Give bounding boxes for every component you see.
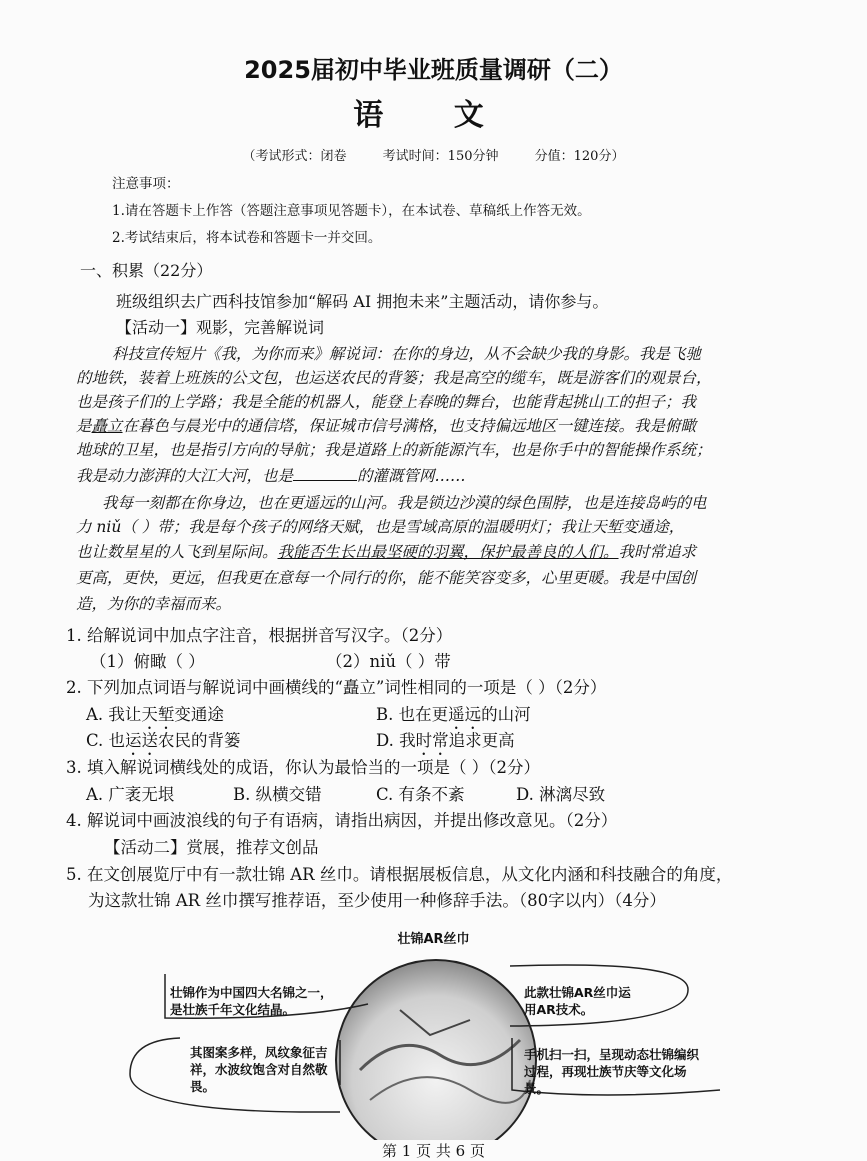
passage-text: 是 (76, 417, 92, 435)
figure-title: 壮锦AR丝巾 (397, 932, 470, 947)
passage-text: 我时常追求 (618, 543, 697, 561)
section-heading: 一、积累（22分） (80, 261, 213, 280)
figure-diagram (0, 940, 867, 1140)
question-2: 2. 下列加点词语与解说词中画横线的“矗立”词性相同的一项是（ ）（2分） (66, 678, 607, 697)
idiom-blank (293, 466, 357, 481)
passage-text: 也让数星星的人飞到星际间。 (76, 543, 278, 561)
figure-left-top-text: 壮锦作为中国四大名锦之一，是壮族千年文化结晶。 (170, 985, 333, 1017)
activity2-heading: 【活动二】赏展，推荐文创品 (104, 838, 319, 857)
question-5-line-2: 为这款壮锦 AR 丝巾撰写推荐语，至少使用一种修辞手法。（80字以内）（4分） (88, 891, 666, 910)
passage-line-9 (76, 540, 696, 562)
passage-line-5: 地球的卫星，也是指引方向的导航；我是道路上的新能源汽车，也是你手中的智能操作系统； (76, 441, 712, 459)
note-item-2: 2.考试结束后，将本试卷和答题卡一并交回。 (112, 230, 382, 246)
page-footer: 第 1 页 共 6 页 (382, 1142, 485, 1160)
passage-line-6 (76, 464, 466, 486)
q2-option-b: B. 也在更遥远的山河 (376, 705, 531, 724)
figure-right-bottom-text: 手机扫一扫，呈现动态壮锦编织过程，再现壮族节庆等文化场景。 (524, 1047, 700, 1096)
question-1: 1. 给解说词中加点字注音，根据拼音写汉字。（2分） (66, 626, 453, 645)
underlined-word-chuli: 矗立 (91, 417, 123, 435)
question-1-part-2: （2）niǔ（ ）带 (326, 652, 451, 671)
q3-option-a: A. 广袤无垠 (86, 785, 175, 804)
passage-line-8: 力 niǔ（ ）带；我是每个孩子的网络天赋，也是雪域高原的温暖明灯；我让天堑变通途， (76, 518, 685, 536)
figure-right-top-text: 此款壮锦AR丝巾运用AR技术。 (524, 985, 631, 1017)
exam-time: 考试时间：150分钟 (382, 149, 499, 164)
notes-heading: 注意事项： (112, 176, 180, 192)
q3-option-b: B. 纵横交错 (233, 785, 322, 804)
passage-text: 的灌溉管网…… (357, 467, 466, 485)
exam-title: 2025届初中毕业班质量调研（二） (244, 56, 623, 84)
exam-meta (0, 145, 867, 164)
passage-line-11: 造，为你的幸福而来。 (76, 595, 232, 613)
passage-line-10: 更高，更快，更远，但我更在意每一个同行的你，能不能笑容变多，心里更暖。我是中国创 (76, 569, 697, 587)
activity1-heading: 【活动一】观影，完善解说词 (116, 318, 325, 337)
note-item-1: 1.请在答题卡上作答（答题注意事项见答题卡），在本试卷、草稿纸上作答无效。 (112, 203, 591, 219)
subject-title: 语 文 (353, 98, 514, 133)
q2-option-d: D. 我时常追求更高 (376, 731, 515, 750)
question-3: 3. 填入解说词横线处的成语，你认为最恰当的一项是（ ）（2分） (66, 758, 540, 777)
question-4: 4. 解说词中画波浪线的句子有语病，请指出病因，并提出修改意见。（2分） (66, 811, 618, 830)
passage-line-1: 科技宣传短片《我，为你而来》解说词：在你的身边，从不会缺少我的身影。我是飞驰 (112, 345, 702, 363)
exam-form: （考试形式：闭卷 (242, 149, 347, 164)
passage-line-2: 的地铁，装着上班族的公文包，也运送农民的背篓；我是高空的缆车，既是游客们的观景台， (76, 369, 712, 387)
q3-option-c: C. 有条不紊 (376, 785, 465, 804)
passage-line-4 (76, 414, 696, 436)
passage-text: 我是动力澎湃的大江大河，也是 (76, 467, 294, 485)
question-5-line-1: 5. 在文创展览厅中有一款壮锦 AR 丝巾。请根据展板信息，从文化内涵和科技融合的角度， (66, 865, 733, 884)
wavy-sentence: 我能否生长出最坚硬的羽翼，保护最善良的人们。 (277, 543, 619, 561)
passage-line-7: 我每一刻都在你身边，也在更遥远的山河。我是锁边沙漠的绿色围脖，也是连接岛屿的电 (102, 494, 707, 512)
q2-option-c: C. 也运送农民的背篓 (86, 731, 241, 750)
scarf-image-circle (336, 960, 536, 1140)
activity-intro: 班级组织去广西科技馆参加“解码 AI 拥抱未来”主题活动，请你参与。 (116, 292, 609, 311)
passage-line-3: 也是孩子们的上学路；我是全能的机器人，能登上春晚的舞台，也能背起挑山工的担子；我 (76, 393, 697, 411)
q2-option-a: A. 我让天堑变通途 (86, 705, 224, 724)
exam-score: 分值：120分） (534, 149, 625, 164)
q3-option-d: D. 淋漓尽致 (516, 785, 606, 804)
figure-left-bottom-text: 其图案多样，凤纹象征吉祥，水波纹饱含对自然敬畏。 (190, 1045, 328, 1094)
passage-text: 在暮色与晨光中的通信塔，保证城市信号满格，也支持偏远地区一键连接。我是俯瞰 (122, 417, 697, 435)
question-1-part-1: （1）俯瞰（ ） (90, 652, 205, 671)
